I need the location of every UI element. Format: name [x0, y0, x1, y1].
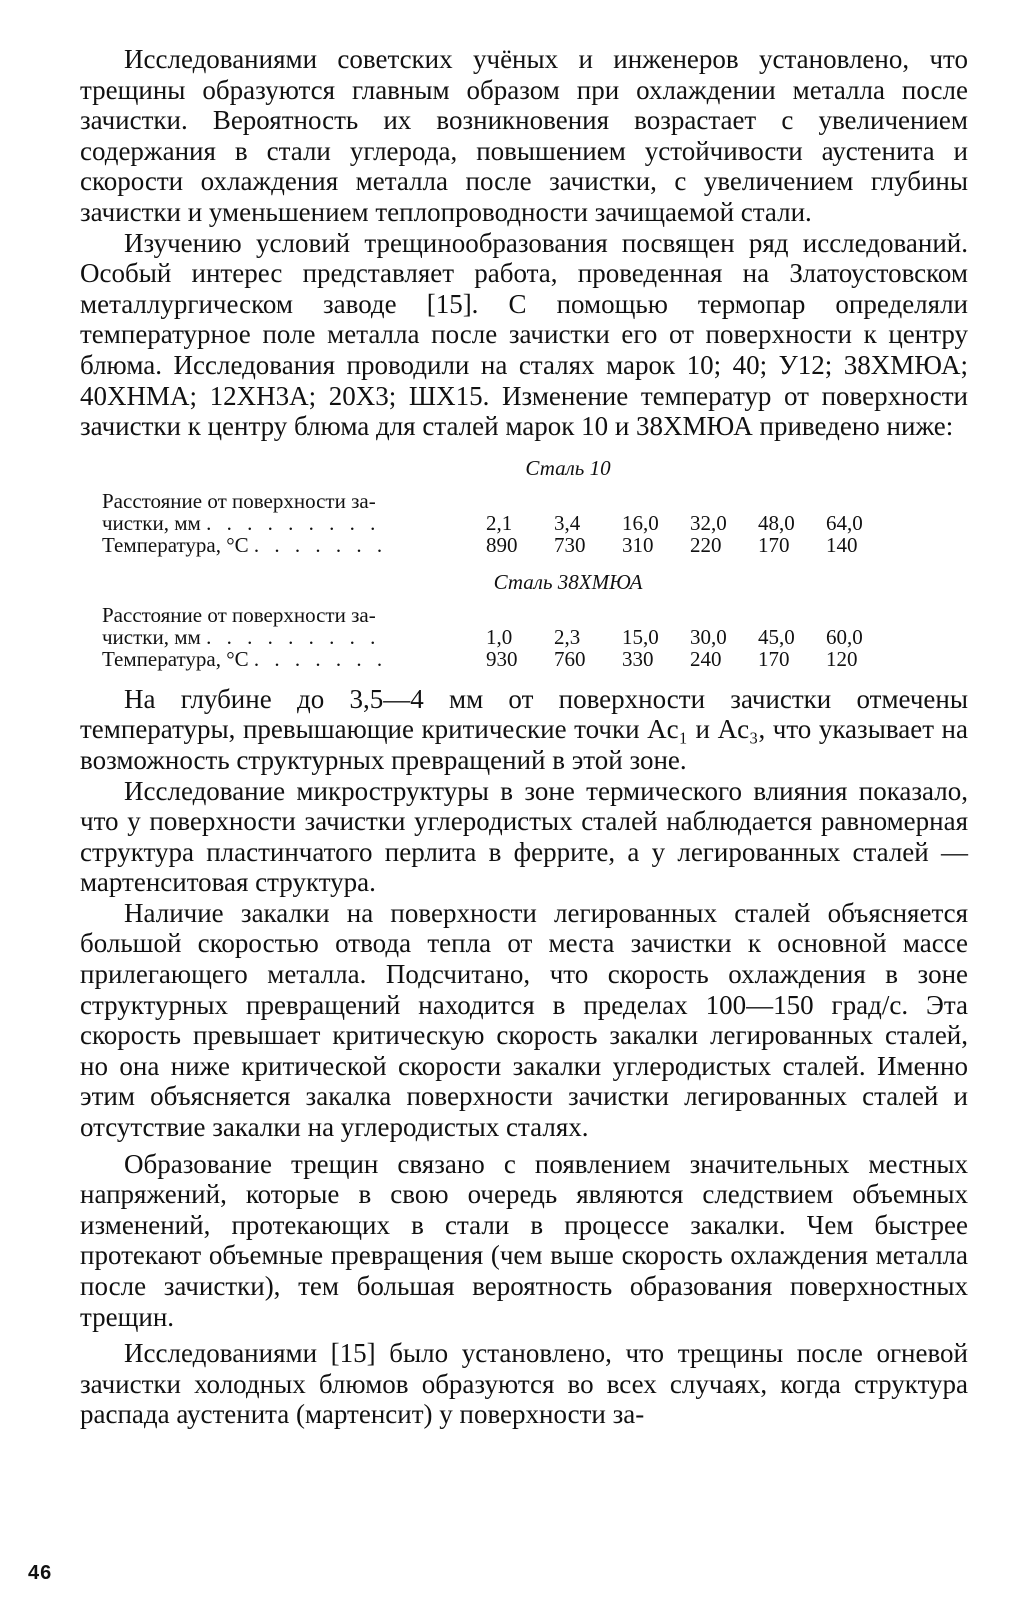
- table-cell: 890: [486, 532, 518, 557]
- table-cell: 310: [622, 532, 654, 557]
- table-steel-38xmyua: [80, 568, 968, 670]
- table-cell: 15,0: [622, 624, 659, 649]
- row-label: Расстояние от поверхности за-: [102, 488, 376, 513]
- table-caption: Сталь 38ХМЮА: [493, 569, 643, 594]
- paragraph-2: Изучению условий трещинообразования посвящен ряд исследований. Особый интерес представляет работа, проведенная на Златоустовском металлургическом заводе [15]. С помощью термопар определяли температурное поле металла после зачистки его от поверхности к центру блюма. Исследования проводили на сталях марок 10; 40; У12; 38ХМЮА; 40ХНМА; 12ХН3А; 20Х3; ШХ15. Изменение температур от поверхности зачистки к центру блюма для сталей марок 10 и 38ХМЮА приведено ниже:: [80, 227, 968, 442]
- row-label: [102, 648, 486, 670]
- table-cell: 2,1: [486, 510, 513, 535]
- page-body: [80, 44, 968, 1430]
- table-cell: 930: [486, 646, 518, 671]
- dot-leader: . . . . . . .: [253, 532, 388, 557]
- table-cell: 30,0: [690, 624, 727, 649]
- data-table: [102, 604, 894, 670]
- dot-leader: . . . . . . .: [253, 646, 388, 671]
- table-cell: 220: [690, 532, 722, 557]
- table-cell: 45,0: [758, 624, 795, 649]
- table-cell: 64,0: [826, 510, 863, 535]
- row-label-text: Температура, °С: [102, 532, 249, 557]
- table-cell: 170: [758, 532, 790, 557]
- table-row: [102, 490, 894, 512]
- row-label-text: чистки, мм: [102, 510, 201, 535]
- paragraph-4: Исследование микроструктуры в зоне термического влияния показало, что у поверхности зачистки углеродистых сталей наблюдается равномерная структура пластинчатого перлита в феррите, а у легированных сталей — мартенситовая структура.: [80, 775, 968, 898]
- table-cell: 120: [826, 646, 858, 671]
- table-cell: 730: [554, 532, 586, 557]
- dot-leader: . . . . . . . . .: [206, 510, 381, 535]
- table-cell: 16,0: [622, 510, 659, 535]
- table-cell: 240: [690, 646, 722, 671]
- row-label: Расстояние от поверхности за-: [102, 602, 376, 627]
- paragraph-3: На глубине до 3,5—4 мм от поверхности зачистки отмечены температуры, превышающие критические точки Ac₁ и Ac₃, что указывает на возможность структурных превращений в этой зоне.: [80, 683, 968, 775]
- row-label: [102, 512, 486, 534]
- page-number: 46: [28, 1562, 53, 1584]
- table-cell: 60,0: [826, 624, 863, 649]
- paragraph-7: Исследованиями [15] было установлено, что трещины после огневой зачистки холодных блюмов образуются во всех случаях, когда структура распада аустенита (мартенсит) у поверхности за-: [80, 1338, 968, 1430]
- dot-leader: . . . . . . . . .: [206, 624, 381, 649]
- table-row: [102, 512, 894, 534]
- paragraph-6: Образование трещин связано с появлением значительных местных напряжений, которые в свою очередь являются следствием объемных изменений, протекающих в стали в процессе закалки. Чем быстрее протекают объемные превращения (чем выше скорость охлаждения металла после зачистки), тем большая вероятность образования поверхностных трещин.: [80, 1148, 968, 1332]
- table-cell: 3,4: [554, 510, 581, 535]
- table-cell: 170: [758, 646, 790, 671]
- data-table: [102, 490, 894, 556]
- table-cell: 1,0: [486, 624, 513, 649]
- paragraph-5: Наличие закалки на поверхности легированных сталей объясняется большой скоростью отвода тепла от места зачистки к основной массе прилегающего металла. Подсчитано, что скорость охлаждения в зоне структурных превращений находится в пределах 100—150 град/с. Эта скорость превышает критическую скорость закалки легированных сталей, но она ниже критической скорости закалки углеродистых сталей. Именно этим объясняется закалка поверхности зачистки легированных сталей и отсутствие закалки на углеродистых сталях.: [80, 897, 968, 1143]
- table-cell: 330: [622, 646, 654, 671]
- table-cell: 760: [554, 646, 586, 671]
- row-label: [102, 626, 486, 648]
- table-row: [102, 534, 894, 556]
- row-label-text: чистки, мм: [102, 624, 201, 649]
- row-label: [102, 534, 486, 556]
- row-label-text: Температура, °С: [102, 646, 249, 671]
- table-cell: 48,0: [758, 510, 795, 535]
- table-steel-10: [80, 454, 968, 556]
- table-cell: 140: [826, 532, 858, 557]
- table-caption: Сталь 10: [525, 455, 611, 480]
- paragraph-1: Исследованиями советских учёных и инженеров установлено, что трещины образуются главным образом при охлаждении металла после зачистки. Вероятность их возникновения возрастает с увеличением содержания в стали углерода, повышением устойчивости аустенита и скорости охлаждения металла после зачистки, с увеличением глубины зачистки и уменьшением теплопроводности зачищаемой стали.: [80, 44, 968, 227]
- table-row: [102, 604, 894, 626]
- table-row: [102, 626, 894, 648]
- table-row: [102, 648, 894, 670]
- table-cell: 2,3: [554, 624, 581, 649]
- table-cell: 32,0: [690, 510, 727, 535]
